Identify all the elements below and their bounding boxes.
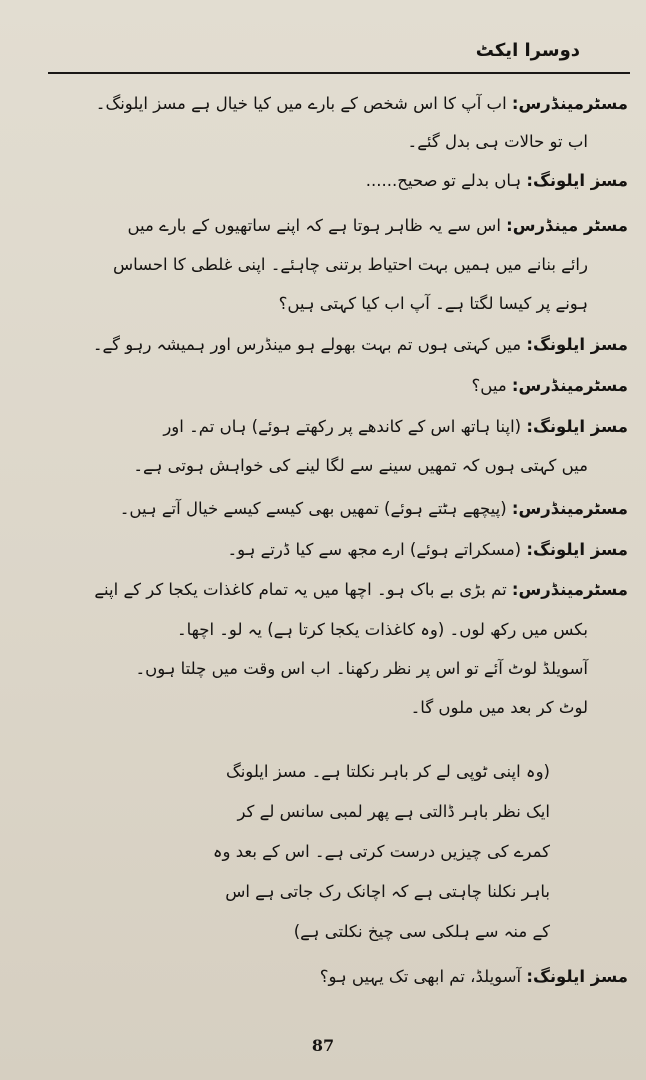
dialogue-line (20, 169, 628, 193)
dialogue-text: (مسکراتے ہوئے) ارے مجھ سے کیا ڈرتے ہو۔ (227, 540, 527, 559)
speaker-label: مسٹر مینڈرس: (506, 216, 628, 235)
dialogue-line (20, 454, 588, 478)
dialogue-text: آسویلڈ، تم ابھی تک یہیں ہو؟ (319, 967, 527, 986)
dialogue-text: بکس میں رکھ لوں۔ (وہ کاغذات یکجا کرتا ہے) یہ لو۔ اچھا۔ (176, 620, 588, 639)
dialogue-line (20, 130, 588, 154)
dialogue-text: ہاں بدلے تو صحیح...... (365, 171, 527, 190)
page-number: 87 (311, 1036, 335, 1055)
dialogue-text: میں؟ (471, 376, 512, 395)
chapter-header: دوسرا ایکٹ (475, 40, 580, 61)
dialogue-line (20, 333, 628, 357)
speaker-label: مسز ایلونگ: (526, 335, 628, 354)
speaker-label: مسٹرمینڈرس: (511, 376, 628, 395)
dialogue-line (20, 415, 628, 439)
dialogue-text: لوٹ کر بعد میں ملوں گا۔ (410, 698, 588, 717)
dialogue-line (20, 618, 588, 642)
dialogue-line (20, 292, 588, 316)
dialogue-line (20, 214, 628, 238)
stage-direction-line: کمرے کی چیزیں درست کرتی ہے۔ اس کے بعد وہ (212, 842, 550, 861)
dialogue-text: آسویلڈ لوٹ آئے تو اس پر نظر رکھنا۔ اب اس وقت میں چلتا ہوں۔ (135, 659, 588, 678)
dialogue-line (20, 578, 628, 602)
stage-direction-line: ایک نظر باہر ڈالتی ہے پھر لمبی سانس لے کر (237, 802, 550, 821)
dialogue-text: اب آپ کا اس شخص کے بارے میں کیا خیال ہے مسز ایلونگ۔ (95, 94, 512, 113)
dialogue-text: اب تو حالات ہی بدل گئے۔ (407, 132, 588, 151)
dialogue-line (20, 253, 588, 277)
speaker-label: مسز ایلونگ: (526, 417, 628, 436)
dialogue-line (20, 965, 628, 989)
header-rule (48, 72, 630, 74)
speaker-label: مسٹرمینڈرس: (511, 580, 628, 599)
speaker-label: مسٹرمینڈرس: (511, 499, 628, 518)
speaker-label: مسز ایلونگ: (526, 967, 628, 986)
dialogue-text: میں کہتی ہوں تم بہت بھولے ہو مینڈرس اور ہمیشہ رہو گے۔ (92, 335, 527, 354)
dialogue-text: میں کہتی ہوں کہ تمھیں سینے سے لگا لینے کی خواہش ہوتی ہے۔ (133, 456, 588, 475)
dialogue-line (20, 497, 628, 521)
stage-direction-line: (وہ اپنی ٹوپی لے کر باہر نکلتا ہے۔ مسز ایلونگ (225, 762, 550, 781)
stage-direction-line: باہر نکلنا چاہتی ہے کہ اچانک رک جاتی ہے اس (225, 882, 550, 901)
dialogue-line (20, 92, 628, 116)
dialogue-text: (اپنا ہاتھ اس کے کاندھے پر رکھتے ہوئے) ہاں تم۔ اور (163, 417, 527, 436)
dialogue-text: ہونے پر کیسا لگتا ہے۔ آپ اب کیا کہتی ہیں؟ (278, 294, 588, 313)
stage-direction-line: کے منہ سے ہلکی سی چیخ نکلتی ہے) (293, 922, 550, 941)
speaker-label: مسز ایلونگ: (526, 171, 628, 190)
speaker-label: مسٹرمینڈرس: (511, 94, 628, 113)
dialogue-text: رائے بنانے میں ہمیں بہت احتیاط برتنی چاہئے۔ اپنی غلطی کا احساس (112, 255, 588, 274)
dialogue-text: تم بڑی بے باک ہو۔ اچھا میں یہ تمام کاغذات یکجا کر کے اپنے (94, 580, 512, 599)
dialogue-line (20, 696, 588, 720)
dialogue-text: (پیچھے ہٹتے ہوئے) تمھیں بھی کیسے کیسے خیال آتے ہیں۔ (119, 499, 512, 518)
dialogue-line (20, 657, 588, 681)
dialogue-line (20, 538, 628, 562)
speaker-label: مسز ایلونگ: (526, 540, 628, 559)
dialogue-text: اس سے یہ ظاہر ہوتا ہے کہ اپنے ساتھیوں کے بارے میں (127, 216, 507, 235)
dialogue-line (20, 374, 628, 398)
